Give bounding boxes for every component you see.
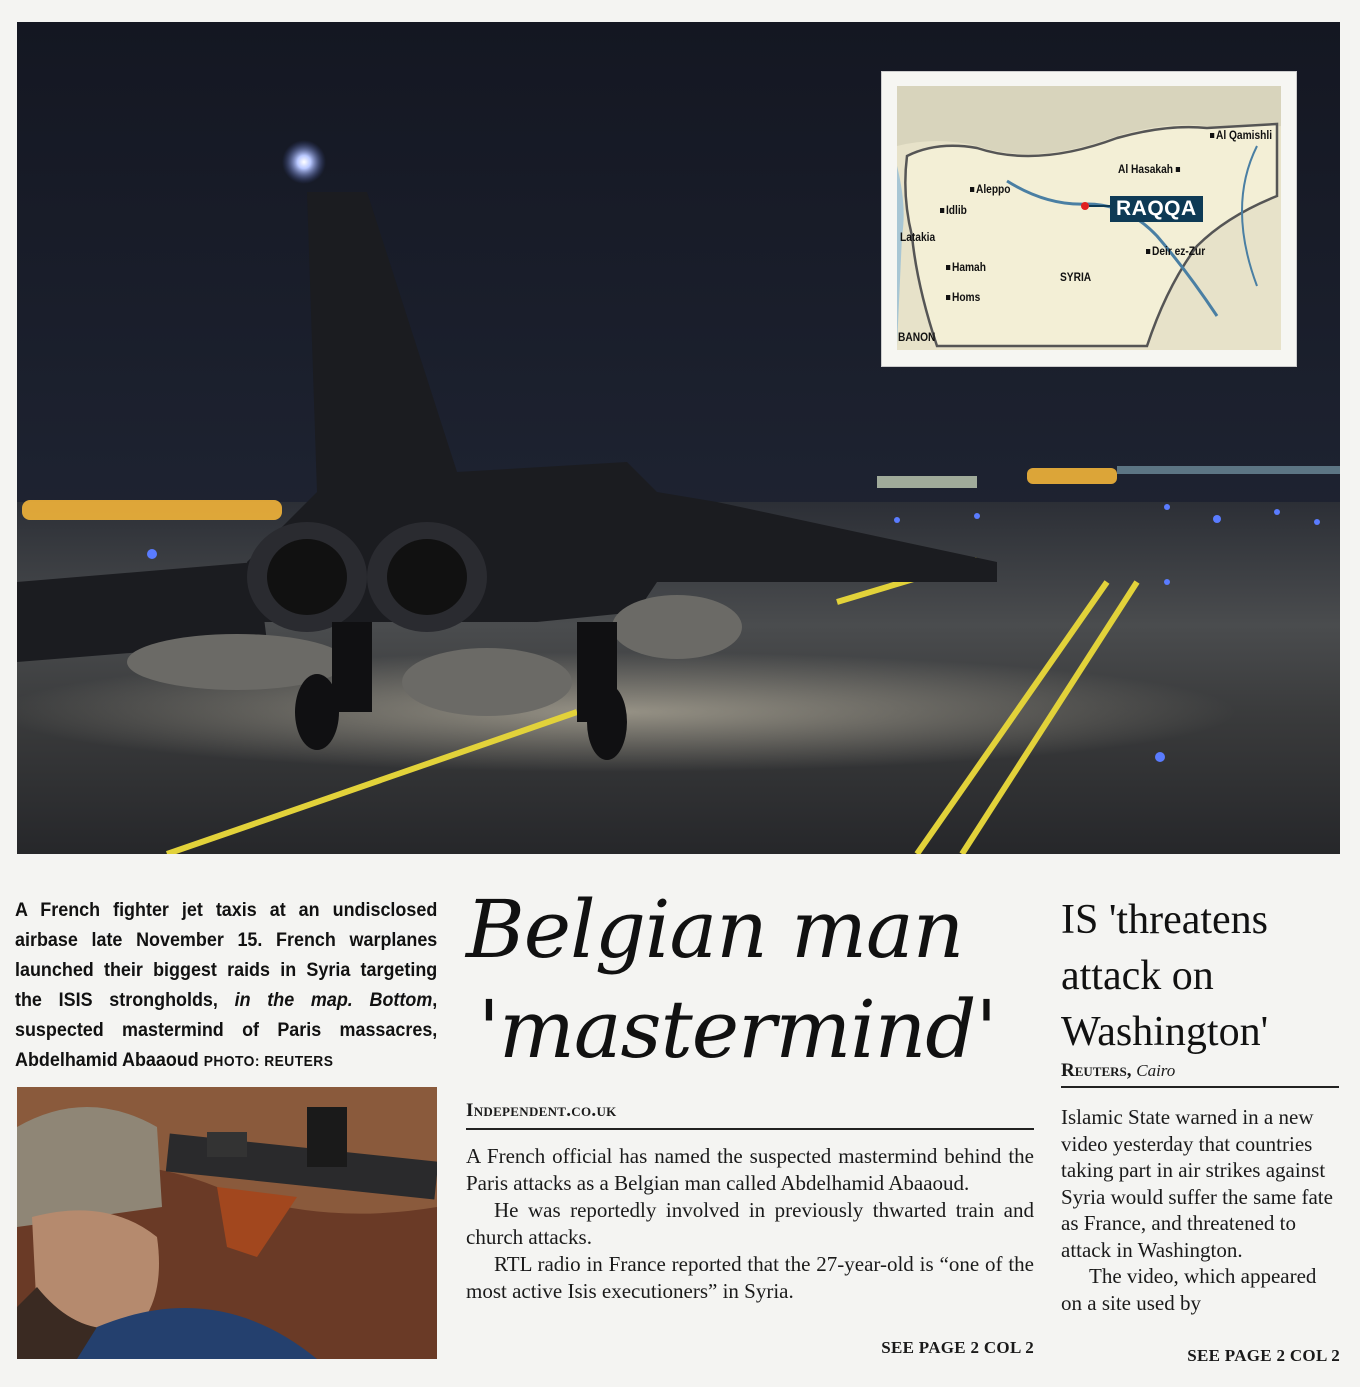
story2-body <box>1061 1104 1339 1316</box>
photo-caption <box>15 895 437 1077</box>
story1-paragraph: He was reportedly involved in previously thwarted train and church attacks. <box>466 1198 1034 1249</box>
caption-text-2: , suspected mastermind of Paris massacres, Abdelhamid Abaaoud <box>15 989 438 1071</box>
story2-paragraph: The video, which appeared on a site used by <box>1061 1264 1317 1315</box>
map-label-syria: SYRIA <box>1060 270 1092 284</box>
map-label-al-hasakah: Al Hasakah <box>1118 162 1173 176</box>
story2-jump-line: SEE PAGE 2 COL 2 <box>1187 1346 1340 1365</box>
story2-paragraph: Islamic State warned in a new video yesterday that countries taking part in air strikes against Syria would suffer the same fate as France, and threatened to attack in Washington. <box>1061 1105 1333 1262</box>
headline-line-2: 'mastermind' <box>478 983 997 1076</box>
map-label-hamah: Hamah <box>951 260 986 274</box>
suspect-photo <box>17 1087 437 1359</box>
caption-text-1: A French fighter jet taxis at an undisclosed airbase late November 15. French warplanes launched their biggest raids in Syria targeting the ISIS strongholds, <box>15 899 438 1011</box>
map-label-raqqa: RAQQA <box>1110 196 1203 222</box>
map-label-idlib: Idlib <box>945 203 967 217</box>
map-label-deir-ez-zur: Deir ez-Zur <box>1151 244 1206 258</box>
story1-body <box>466 1143 1034 1305</box>
story1-paragraph: A French official has named the suspected mastermind behind the Paris attacks as a Belgian man called Abdelhamid Abaaoud. <box>466 1144 1034 1195</box>
map-label-lebanon: BANON <box>898 330 936 344</box>
map-label-homs: Homs <box>951 290 981 304</box>
main-headline <box>466 880 1034 1080</box>
suspect-portrait-image <box>17 1087 437 1359</box>
caption-emphasis: in the map. Bottom <box>234 989 433 1011</box>
headline-line-1: Belgian man <box>466 883 964 976</box>
story1-paragraph: RTL radio in France reported that the 27-year-old is “one of the most active Isis executioners” in Syria. <box>466 1252 1034 1303</box>
map-label-latakia: Latakia <box>900 230 936 244</box>
map-label-al-qamishli: Al Qamishli <box>1215 128 1273 142</box>
photo-credit: PHOTO: REUTERS <box>203 1053 334 1070</box>
byline-agency: Reuters, <box>1061 1060 1132 1081</box>
syria-map <box>897 86 1281 350</box>
byline-place: Cairo <box>1136 1061 1176 1080</box>
story1-byline: Independent.co.uk <box>466 1100 1034 1130</box>
story1-jump-line: SEE PAGE 2 COL 2 <box>881 1338 1034 1357</box>
map-label-aleppo: Aleppo <box>975 182 1011 196</box>
syria-map-inset <box>881 71 1297 367</box>
story2-byline <box>1061 1060 1339 1088</box>
main-photo <box>17 22 1340 854</box>
secondary-headline: IS 'threatens attack on Washington' <box>1061 897 1269 1055</box>
